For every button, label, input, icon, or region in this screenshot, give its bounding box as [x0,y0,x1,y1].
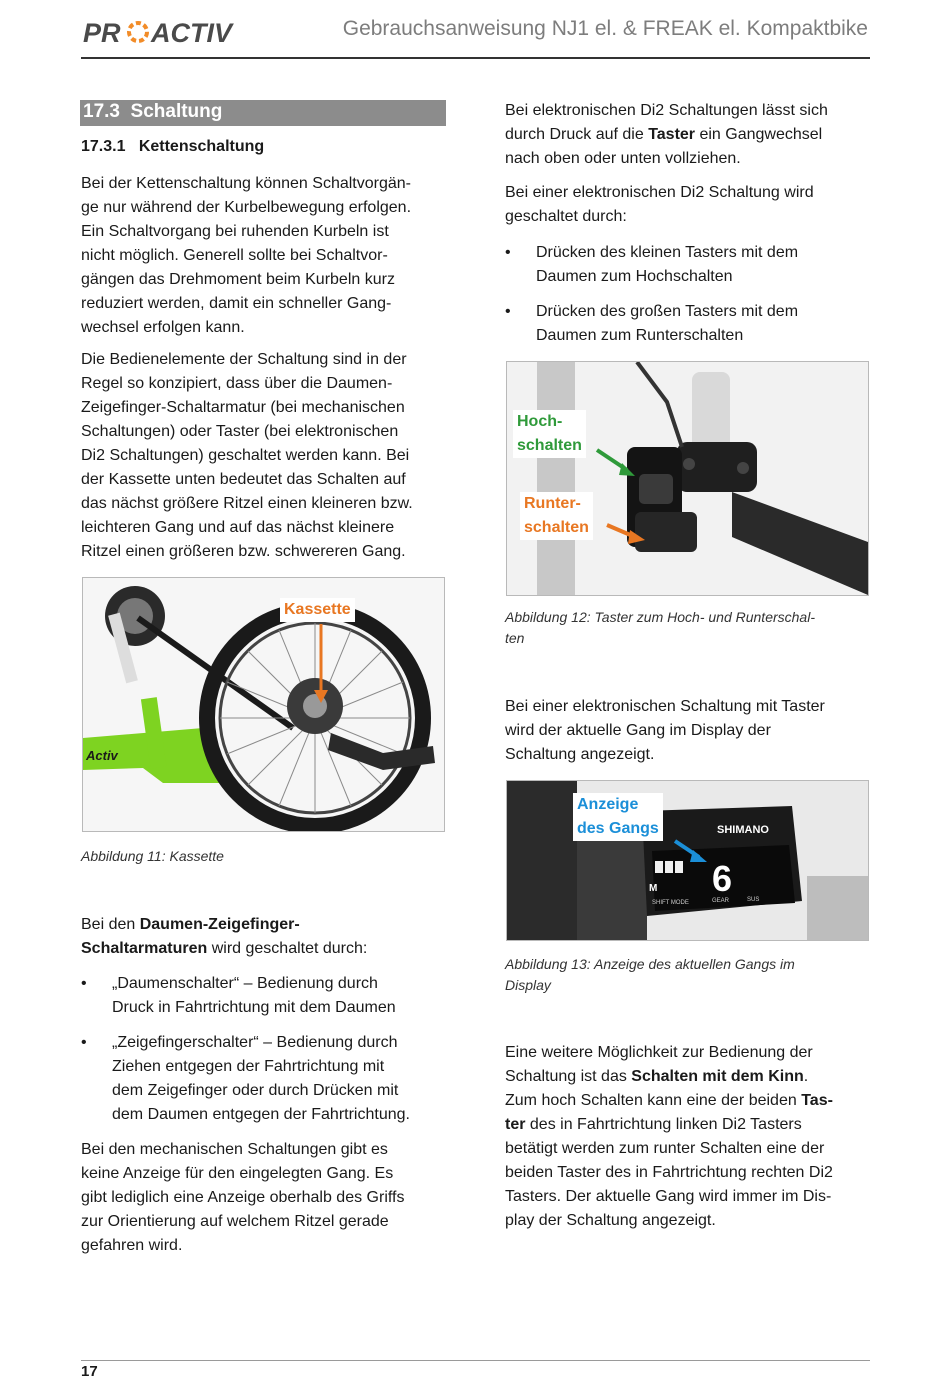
text-line: Druck in Fahrtrichtung mit dem Daumen [112,999,396,1016]
text-line: beiden Taster des in Fahrtrichtung rechten Di2 [505,1164,833,1181]
kassette-label: Kassette [280,598,355,622]
frame-tube [507,781,577,940]
text-line: Abbildung 12: Taster zum Hoch- und Runterschal- [505,609,815,625]
paragraph-kettenschaltung [81,172,451,340]
text-line: Abbildung 13: Anzeige des aktuellen Gangs im [505,956,795,972]
bike-illustration [83,578,444,831]
document-title: Gebrauchsanweisung NJ1 el. & FREAK el. Kompaktbike [342,17,868,40]
proactiv-logo [83,18,288,46]
paragraph-di2-taster [505,99,870,171]
list-item [81,972,451,1020]
text-line [81,913,451,937]
text-line: Regel so konzipiert, dass über die Daumen- [81,375,393,392]
bullet-icon: • [505,303,511,320]
list-item-text [536,241,798,289]
text-span: wird geschaltet durch: [207,940,368,957]
text-line: schalten [524,519,589,536]
paragraph-di2-geschaltet [505,181,870,229]
bold-term: ter [505,1116,526,1133]
text-line: Bei elektronischen Di2 Schaltungen lässt sich [505,102,828,119]
text-line: des Gangs [577,820,659,837]
text-line: dem Daumen entgegen der Fahrtrichtung. [112,1106,410,1123]
bold-term: Schalten mit dem Kinn [631,1068,804,1085]
text-line: nicht möglich. Generell sollte bei Schaltvor- [81,247,388,264]
display-mode: M [649,883,658,894]
display-footer-sus: SUS [747,897,760,903]
text-line: Drücken des großen Tasters mit dem [536,303,799,320]
frame-tube [537,362,575,595]
text-line: Bei einer elektronischen Schaltung mit Taster [505,698,825,715]
text-line: ge nur während der Kurbelbewegung erfolgen. [81,199,412,216]
list-item [505,300,870,348]
list-item-text [112,972,396,1020]
bold-term: Tas- [801,1092,833,1109]
display-brand: SHIMANO [717,824,769,836]
text-line: Bei der Kettenschaltung können Schaltvorgän- [81,175,411,192]
frame-brand-text: Activ [86,748,118,763]
battery-segment [665,861,673,873]
text-span: durch Druck auf die [505,126,649,143]
text-line: nach oben oder unten vollziehen. [505,150,741,167]
text-span: . [803,1068,809,1085]
bullet-icon: • [505,244,511,261]
paragraph-display [505,695,870,767]
text-line: gefahren wird. [81,1237,183,1254]
text-span: Zum hoch Schalten kann eine der beiden [505,1092,802,1109]
text-line: leichteren Gang und auf das nächst kleinere [81,519,395,536]
text-line: reduziert werden, damit ein schneller Gang- [81,295,392,312]
logo-text-activ: ACTIV [151,18,232,46]
battery-segment [655,861,663,873]
hochschalten-label [513,410,586,458]
text-line: „Zeigefingerschalter“ – Bedienung durch [112,1034,398,1051]
text-line: Ritzel einen größeren bzw. schwereren Gang. [81,543,406,560]
text-line: Bei einer elektronischen Di2 Schaltung wird [505,184,814,201]
list-item-text [112,1031,410,1127]
display-footer-gear: GEAR [712,898,730,904]
text-line: Schaltung angezeigt. [505,746,655,763]
text-line: der Kassette unten bedeutet das Schalten auf [81,471,406,488]
bold-term: Daumen-Zeigefinger- [139,916,300,933]
anzeige-label [573,793,663,841]
figure-gear-display-photo [506,780,869,941]
text-line: Zeigefinger-Schaltarmatur (bei mechanischen [81,399,405,416]
list-item-text [536,300,798,348]
figure-13-caption [505,954,795,996]
text-line: Eine weitere Möglichkeit zur Bedienung der [505,1044,813,1061]
bar-end [807,876,868,940]
text-line: Ein Schaltvorgang bei ruhenden Kurbeln ist [81,223,389,240]
text-line: Hoch- [517,413,563,430]
text-line: ten [505,630,525,646]
clamp-bolt [683,458,695,470]
text-line: dem Zeigefinger oder durch Drücken mit [112,1082,399,1099]
figure-11-caption: Abbildung 11: Kassette [81,848,224,864]
paragraph-mechanische-schaltungen [81,1138,451,1258]
text-line: wird der aktuelle Gang im Display der [505,722,771,739]
text-line [505,1089,870,1113]
text-span: Schaltung ist das [505,1068,632,1085]
text-line: Ziehen entgegen der Fahrtrichtung mit [112,1058,385,1075]
text-line: Di2 Schaltungen) geschaltet werden kann. Bei [81,447,410,464]
text-line: Bei den mechanischen Schaltungen gibt es [81,1141,388,1158]
list-item [505,241,870,289]
footer-rule [81,1360,870,1361]
logo-text-pr: PR [83,18,121,46]
text-line [505,1113,870,1137]
bold-term: Schaltarmaturen [81,940,208,957]
stem [577,841,647,940]
runterschalten-label [520,492,593,540]
display-footer-shift-mode: SHIFT MODE [652,900,689,906]
text-line [505,1065,870,1089]
text-line: gängen das Drehmoment beim Kurbeln kurz [81,271,395,288]
text-line: das nächst größere Ritzel einen kleineren bzw. [81,495,413,512]
handlebar-end [692,372,730,452]
text-line: keine Anzeige für den eingelegten Gang. Es [81,1165,394,1182]
figure-di2-buttons-photo [506,361,869,596]
battery-segment [675,861,683,873]
text-line: Daumen zum Runterschalten [536,327,744,344]
text-line [81,937,451,961]
text-line: zur Orientierung auf welchem Ritzel gerade [81,1213,389,1230]
text-line: „Daumenschalter“ – Bedienung durch [112,975,378,992]
header-rule [81,57,870,59]
clamp-bolt [737,462,749,474]
large-button [635,512,697,552]
text-line: Drücken des kleinen Tasters mit dem [536,244,799,261]
section-title: 17.3 Schaltung [83,101,223,122]
text-line: geschaltet durch: [505,208,627,225]
bullet-icon: • [81,975,87,992]
subsection-title: 17.3.1 Kettenschaltung [81,138,265,155]
text-line: Tasters. Der aktuelle Gang wird immer im Dis- [505,1188,832,1205]
text-line: wechsel erfolgen kann. [81,319,245,336]
text-span: Bei den [81,916,140,933]
figure-cassette-photo [82,577,445,832]
text-span: des in Fahrtrichtung linken Di2 Tasters [525,1116,802,1133]
text-line: Daumen zum Hochschalten [536,268,733,285]
list-item [81,1031,451,1127]
figure-12-caption [505,607,815,649]
text-line: Die Bedienelemente der Schaltung sind in der [81,351,407,368]
page-number: 17 [81,1363,98,1380]
text-span: ein Gangwechsel [695,126,823,143]
logo-gear-icon [129,23,147,41]
text-line: Schaltungen) oder Taster (bei elektronischen [81,423,399,440]
text-line: Runter- [524,495,581,512]
paragraph-bedienelemente [81,348,451,564]
display-gear-number: 6 [712,858,733,899]
bold-term: Taster [648,126,696,143]
text-line: betätigt werden zum runter Schalten eine der [505,1140,825,1157]
paragraph-kinn [505,1041,870,1233]
display-illustration [507,781,868,940]
text-line [505,123,870,147]
text-line: gibt lediglich eine Anzeige oberhalb des Griffs [81,1189,405,1206]
text-line: play der Schaltung angezeigt. [505,1212,716,1229]
text-line: Anzeige [577,796,639,813]
shifter-illustration [507,362,868,595]
text-line: Display [505,977,551,993]
text-line: schalten [517,437,582,454]
small-button [639,474,673,504]
paragraph-daumen-zeigefinger [81,913,451,961]
bullet-icon: • [81,1034,87,1051]
